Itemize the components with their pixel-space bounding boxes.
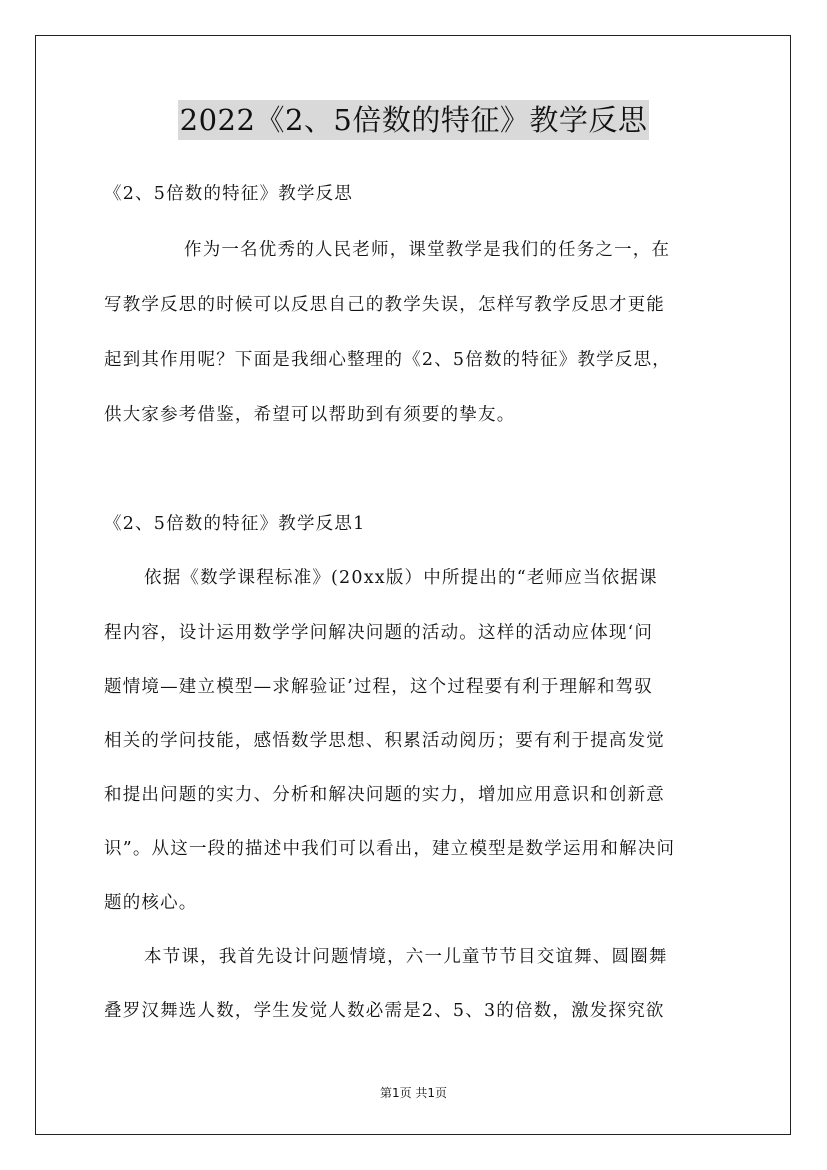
intro-line: 供大家参考借鉴，希望可以帮助到有须要的挚友。 [104, 405, 516, 425]
section-heading: 《2、5倍数的特征》教学反思1 [104, 514, 366, 534]
paragraph-line: 叠罗汉舞选人数，学生发觉人数必需是2、5、3的倍数，激发探究欲 [104, 1001, 665, 1021]
paragraph-line: 识”。从这一段的描述中我们可以看出，建立模型是数学运用和解决问 [104, 839, 676, 859]
paragraph-line: 程内容，设计运用数学学问解决问题的活动。这样的活动应体现‘问 [104, 623, 654, 643]
paragraph-line: 本节课，我首先设计问题情境，六一儿童节节目交谊舞、圆圈舞 [144, 947, 668, 967]
paragraph-line: 题情境—建立模型—求解验证’过程，这个过程要有利于理解和驾驭 [104, 677, 654, 697]
paragraph-line: 和提出问题的实力、分析和解决问题的实力，增加应用意识和创新意 [104, 785, 665, 805]
intro-line: 写教学反思的时候可以反思自己的教学失误，怎样写教学反思才更能 [104, 295, 665, 315]
document-subtitle: 《2、5倍数的特征》教学反思 [104, 184, 354, 204]
page-footer: 第1页 共1页 [379, 1086, 448, 1100]
document-title: 2022《2、5倍数的特征》教学反思 [178, 100, 650, 140]
paragraph-line: 依据《数学课程标准》(20xx版）中所提出的“老师应当依据课 [144, 568, 658, 588]
paragraph-line: 相关的学问技能，感悟数学思想、积累活动阅历；要有利于提高发觉 [104, 731, 665, 751]
paragraph-line: 题的核心。 [104, 893, 198, 913]
intro-line: 起到其作用呢？下面是我细心整理的《2、5倍数的特征》教学反思， [104, 350, 671, 370]
intro-line: 作为一名优秀的人民老师，课堂教学是我们的任务之一，在 [184, 240, 671, 260]
